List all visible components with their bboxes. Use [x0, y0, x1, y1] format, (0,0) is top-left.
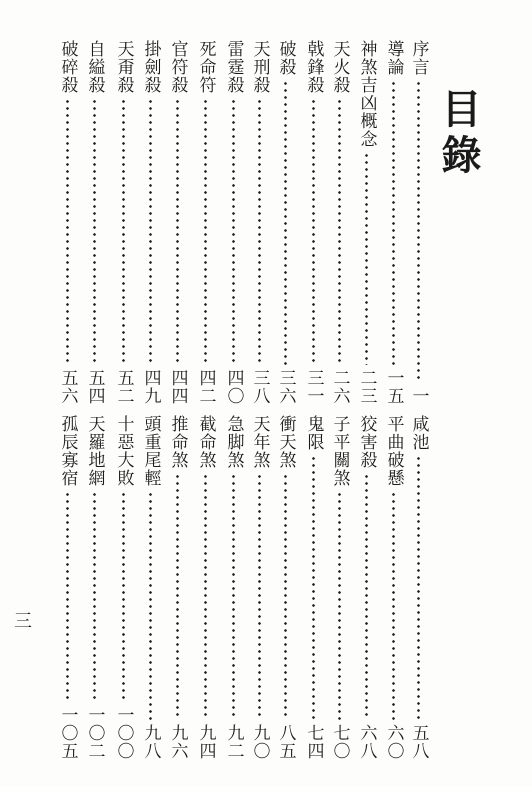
leader-dots [417, 80, 420, 383]
toc-entry-page: 五四 [84, 369, 105, 405]
toc-entry-page: 三八 [249, 369, 270, 405]
toc-entry-page: 五二 [113, 369, 134, 405]
toc-entry-title: 截命煞 [195, 415, 216, 469]
toc-entry-title: 咸池 [408, 415, 429, 451]
toc-entry[interactable] [328, 415, 350, 760]
toc-entry[interactable] [248, 415, 270, 760]
toc-entry[interactable] [407, 40, 429, 405]
page-number: 三 [14, 611, 32, 632]
leader-dots [284, 80, 287, 365]
toc-entry[interactable] [222, 415, 244, 760]
toc-entry-title: 天甭殺 [113, 40, 134, 94]
toc-entry-page: 七〇 [329, 724, 350, 760]
leader-dots [204, 473, 207, 720]
toc-entry-page: 九二 [223, 724, 244, 760]
leader-dots [392, 491, 395, 720]
toc-entry-title: 頭重尾輕 [140, 415, 161, 487]
toc-entry-title: 十惡大敗 [113, 415, 134, 487]
toc-entry-page: 四二 [195, 369, 216, 405]
toc-entry-title: 天刑殺 [249, 40, 270, 94]
toc-entry-title: 序言 [408, 40, 429, 76]
leader-dots [284, 473, 287, 720]
toc-entry-title: 急脚煞 [223, 415, 244, 469]
toc-entry-title: 破碎殺 [57, 40, 78, 94]
leader-dots [312, 98, 315, 365]
toc-entry-page: 四九 [140, 369, 161, 405]
toc-entry[interactable] [194, 415, 216, 760]
toc-entry-title: 孤辰寡宿 [57, 415, 78, 487]
toc-entry[interactable] [194, 40, 216, 405]
toc-entry-page: 九四 [195, 724, 216, 760]
leader-dots [176, 473, 179, 720]
toc-entry-page: 一〇〇 [113, 706, 134, 760]
toc-entry[interactable] [407, 415, 429, 760]
leader-dots [176, 98, 179, 365]
toc-entry[interactable] [56, 40, 78, 405]
page-title: 目錄 [435, 88, 482, 180]
toc-entry[interactable] [328, 40, 350, 405]
toc-entry-page: 五六 [57, 369, 78, 405]
toc-entry[interactable] [222, 40, 244, 405]
toc-entry-page: 二六 [329, 369, 350, 405]
toc-entry[interactable] [302, 415, 324, 760]
toc-entry[interactable] [139, 415, 161, 760]
toc-entry[interactable] [382, 40, 404, 405]
leader-dots [258, 473, 261, 720]
toc-entry-title: 死命符 [195, 40, 216, 94]
leader-dots [417, 455, 420, 720]
toc-entry-title: 天火殺 [329, 40, 350, 94]
toc-entry[interactable] [382, 415, 404, 760]
toc-entry-page: 一五 [383, 369, 404, 405]
leader-dots [258, 98, 261, 365]
toc-entry-page: 八五 [275, 724, 296, 760]
leader-dots [149, 98, 152, 365]
toc-entry-title: 平曲破懸 [383, 415, 404, 487]
toc-entry-page: 七四 [303, 724, 324, 760]
toc-entry[interactable] [56, 415, 78, 760]
leader-dots [93, 98, 96, 365]
toc-entry-title: 導論 [383, 40, 404, 76]
leader-dots [93, 491, 96, 702]
toc-entry-page: 四〇 [223, 369, 244, 405]
toc-entry[interactable] [274, 415, 296, 760]
toc-entry[interactable] [83, 40, 105, 405]
toc-entry[interactable] [112, 415, 134, 760]
toc-entry-title: 破殺 [275, 40, 296, 76]
toc-entry-page: 二三 [356, 369, 377, 405]
toc-entry[interactable] [166, 40, 188, 405]
toc-entry-title: 掛劍殺 [140, 40, 161, 94]
leader-dots [338, 491, 341, 720]
toc-entry[interactable] [112, 40, 134, 405]
toc-entry[interactable] [139, 40, 161, 405]
toc-entry-title: 天羅地網 [84, 415, 105, 487]
leader-dots [122, 491, 125, 702]
toc-entry-title: 戟鋒殺 [303, 40, 324, 94]
toc-entry-page: 一 [408, 387, 429, 405]
leader-dots [232, 98, 235, 365]
leader-dots [66, 98, 69, 365]
toc-entry-page: 九六 [167, 724, 188, 760]
leader-dots [365, 473, 368, 720]
leader-dots [66, 491, 69, 702]
toc-entry-title: 子平關煞 [329, 415, 350, 487]
toc-entry-title: 官符殺 [167, 40, 188, 94]
leader-dots [122, 98, 125, 365]
toc-entry-page: 三六 [275, 369, 296, 405]
toc-entry-title: 鬼限 [303, 415, 324, 451]
leader-dots [392, 80, 395, 365]
leader-dots [204, 98, 207, 365]
toc-entry-title: 自縊殺 [84, 40, 105, 94]
toc-entry-page: 三一 [303, 369, 324, 405]
toc-entry-page: 一〇二 [84, 706, 105, 760]
toc-entry-page: 四四 [167, 369, 188, 405]
toc-entry-page: 五八 [408, 724, 429, 760]
toc-entry-title: 神煞吉凶概念 [356, 40, 377, 148]
toc-entry-title: 雷霆殺 [223, 40, 244, 94]
toc-entry[interactable] [274, 40, 296, 405]
leader-dots [338, 98, 341, 365]
toc-entry[interactable] [83, 415, 105, 760]
toc-entry-page: 一〇五 [57, 706, 78, 760]
toc-entry-title: 天年煞 [249, 415, 270, 469]
leader-dots [232, 473, 235, 720]
toc-entry-title: 衝天煞 [275, 415, 296, 469]
toc-entry[interactable] [355, 40, 377, 405]
toc-entry[interactable] [166, 415, 188, 760]
leader-dots [149, 491, 152, 720]
toc-entry-page: 九八 [140, 724, 161, 760]
toc-entry-title: 狡害殺 [356, 415, 377, 469]
toc-entry-page: 六八 [356, 724, 377, 760]
toc-entry-title: 推命煞 [167, 415, 188, 469]
toc-entry-page: 六〇 [383, 724, 404, 760]
toc-entry[interactable] [248, 40, 270, 405]
toc-entry[interactable] [355, 415, 377, 760]
leader-dots [365, 152, 368, 365]
leader-dots [312, 455, 315, 720]
toc-entry-page: 九〇 [249, 724, 270, 760]
toc-entry[interactable] [302, 40, 324, 405]
